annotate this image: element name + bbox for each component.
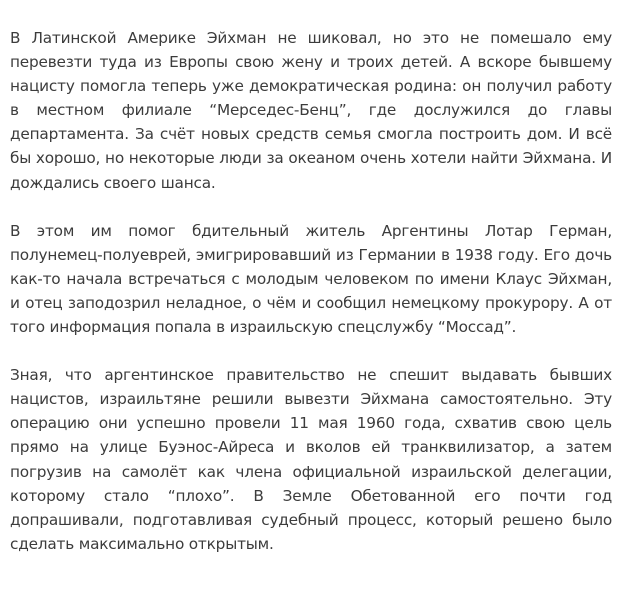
paragraph-3: Зная, что аргентинское правительство не спешит выдавать бывших нацистов, израильтяне решили вывезти Эйхмана самостоятельно. Эту операцию они успешно провели 11 мая 1960 года, схватив свою цель прямо на улице Буэнос-Айреса и вколов ей транквилизатор, а затем погрузив на самолёт как члена официальной израильской делегации, которому стало “плохо”. В Земле Обетованной его почти год допрашивали, подготавливая судебный процесс, который решено было сделать максимально открытым. [10,366,612,553]
paragraph-1: В Латинской Америке Эйхман не шиковал, но это не помешало ему перевезти туда из Европы свою жену и троих детей. А вскоре бывшему нацисту помогла теперь уже демократическая родина: он получил работу в местном филиале “Мерседес-Бенц”, где дослужился до главы департамента. За счёт новых средств семья смогла построить дом. И всё бы хорошо, но некоторые люди за океаном очень хотели найти Эйхмана. И дождались своего шанса. [10,29,612,192]
paragraph-2: В этом им помог бдительный житель Аргентины Лотар Герман, полунемец-полуеврей, эмигрировавший из Германии в 1938 году. Его дочь как-то начала встречаться с молодым человеком по имени Клаус Эйхман, и отец заподозрил неладное, о чём и сообщил немецкому прокурору. А от того информация попала в израильскую спецслужбу “Моссад”. [10,221,612,337]
